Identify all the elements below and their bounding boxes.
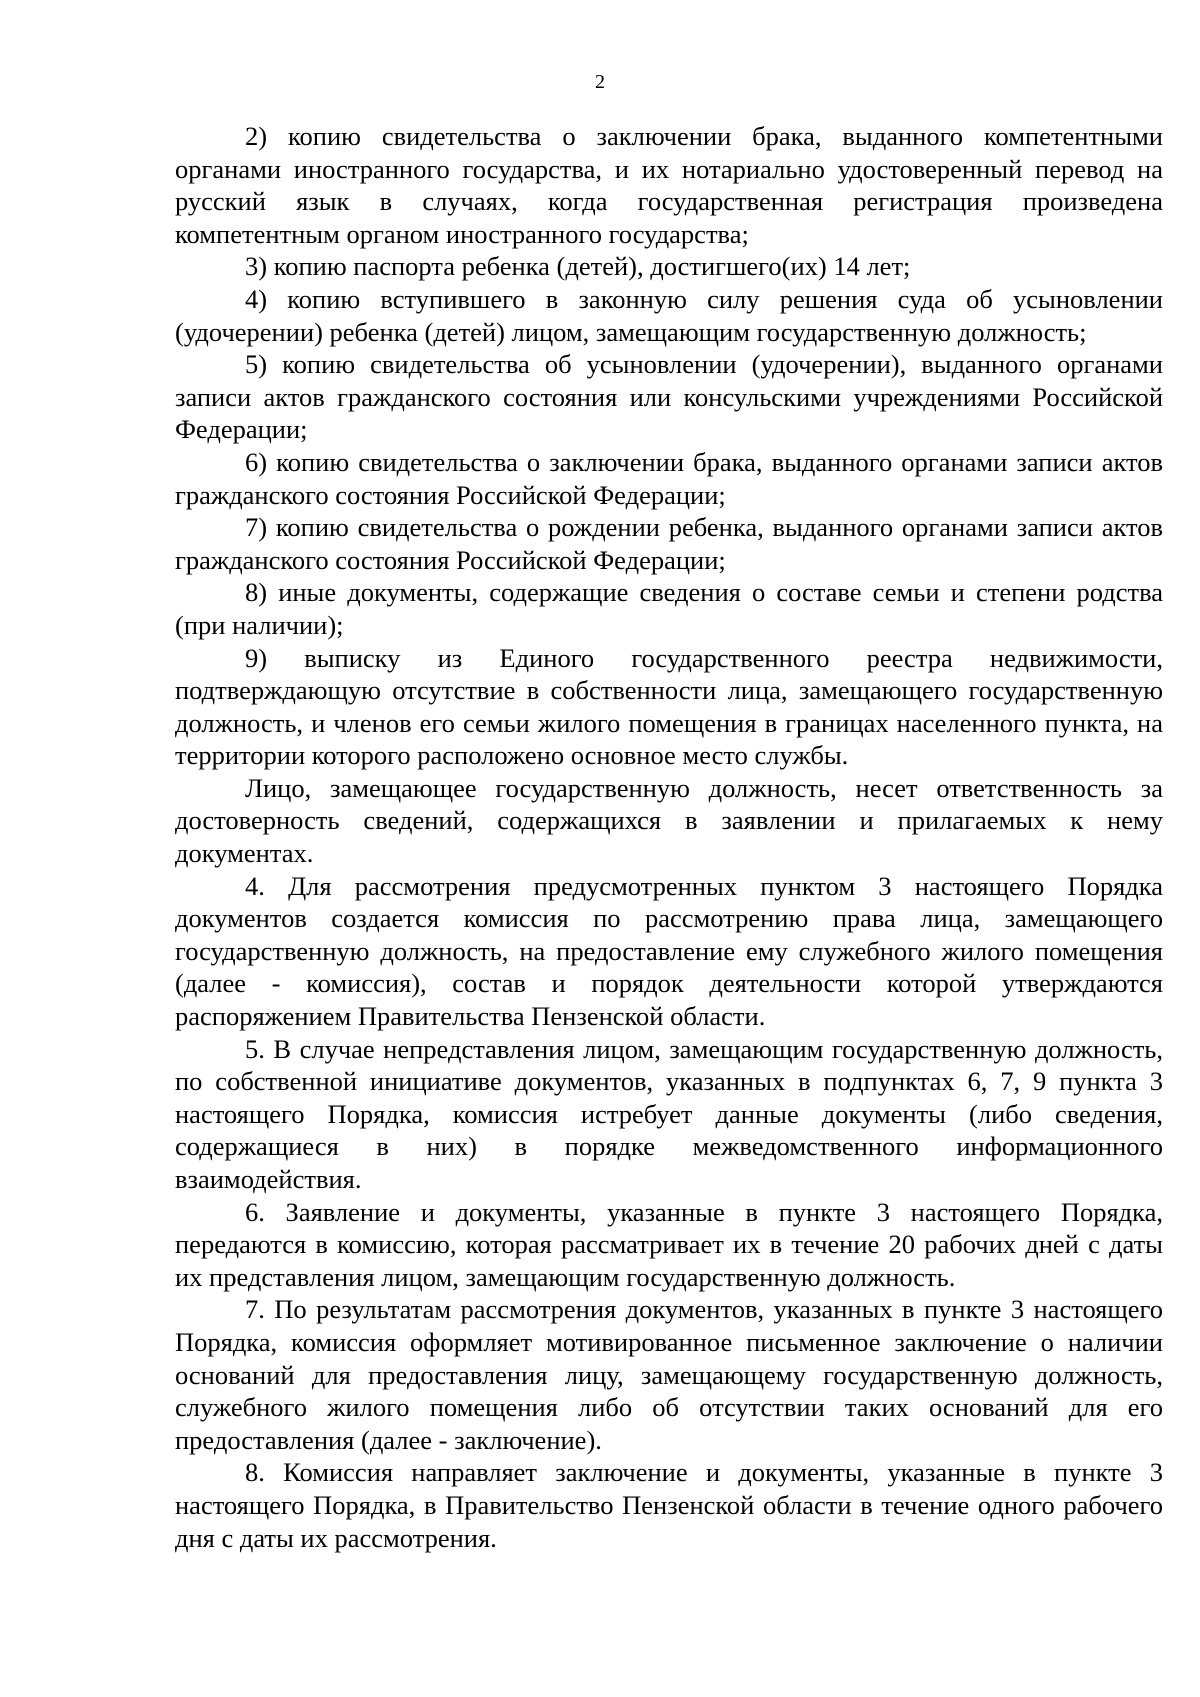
paragraph-clause-5: 5. В случае непредставления лицом, замещающим государственную должность, по собственной инициативе документов, указанных в подпунктах 6, 7, 9 пункта 3 настоящего Порядка, комиссия истребует данные документы (либо сведения, содержащиеся в них) в порядке межведомственного информационного взаимодействия. xyxy=(175,1033,1163,1194)
page-number: 2 xyxy=(595,71,605,93)
paragraph-item-9: 9) выписку из Единого государственного реестра недвижимости, подтверждающую отсутствие в собственности лица, замещающего государственную должность, и членов его семьи жилого помещения в границах населенного пункта, на территории которого расположено основное место службы. xyxy=(175,642,1163,771)
paragraph-item-4: 4) копию вступившего в законную силу решения суда об усыновлении (удочерении) ребенка (детей) лицом, замещающим государственную должность; xyxy=(175,283,1163,347)
paragraph-item-6: 6) копию свидетельства о заключении брака, выданного органами записи актов гражданского состояния Российской Федерации; xyxy=(175,446,1163,510)
document-body xyxy=(175,120,1163,1554)
paragraph-item-2: 2) копию свидетельства о заключении брака, выданного компетентными органами иностранного государства, и их нотариально удостоверенный перевод на русский язык в случаях, когда государственная регистрация произведена компетентным органом иностранного государства; xyxy=(175,121,1163,249)
paragraph-item-8: 8) иные документы, содержащие сведения о составе семьи и степени родства (при наличии); xyxy=(175,577,1163,640)
paragraph-item-7: 7) копию свидетельства о рождении ребенка, выданного органами записи актов гражданского состояния Российской Федерации; xyxy=(175,512,1163,575)
paragraph-clause-4: 4. Для рассмотрения предусмотренных пунктом 3 настоящего Порядка документов создается комиссия по рассмотрению права лица, замещающего государственную должность, на предоставление ему служебного жилого помещения (далее - комиссия), состав и порядок деятельности которой утверждаются распоряжением Правительства Пензенской области. xyxy=(175,870,1163,1032)
paragraph-responsibility: Лицо, замещающее государственную должность, несет ответственность за достоверность сведений, содержащихся в заявлении и прилагаемых к нему документах. xyxy=(175,772,1163,869)
paragraph-clause-8: 8. Комиссия направляет заключение и документы, указанные в пункте 3 настоящего Порядка, в Правительство Пензенской области в течение одного рабочего дня с даты их рассмотрения. xyxy=(175,1457,1163,1553)
paragraph-item-3: 3) копию паспорта ребенка (детей), достигшего(их) 14 лет; xyxy=(245,251,911,282)
paragraph-item-5: 5) копию свидетельства об усыновлении (удочерении), выданного органами записи актов гражданского состояния или консульскими учреждениями Российской Федерации; xyxy=(175,349,1163,445)
paragraph-clause-6: 6. Заявление и документы, указанные в пункте 3 настоящего Порядка, передаются в комиссию, которая рассматривает их в течение 20 рабочих дней с даты их представления лицом, замещающим государственную должность. xyxy=(175,1196,1163,1292)
paragraph-clause-7: 7. По результатам рассмотрения документов, указанных в пункте 3 настоящего Порядка, комиссия оформляет мотивированное письменное заключение о наличии оснований для предоставления лицу, замещающему государственную должность, служебного жилого помещения либо об отсутствии таких оснований для его предоставления (далее - заключение). xyxy=(175,1294,1163,1455)
